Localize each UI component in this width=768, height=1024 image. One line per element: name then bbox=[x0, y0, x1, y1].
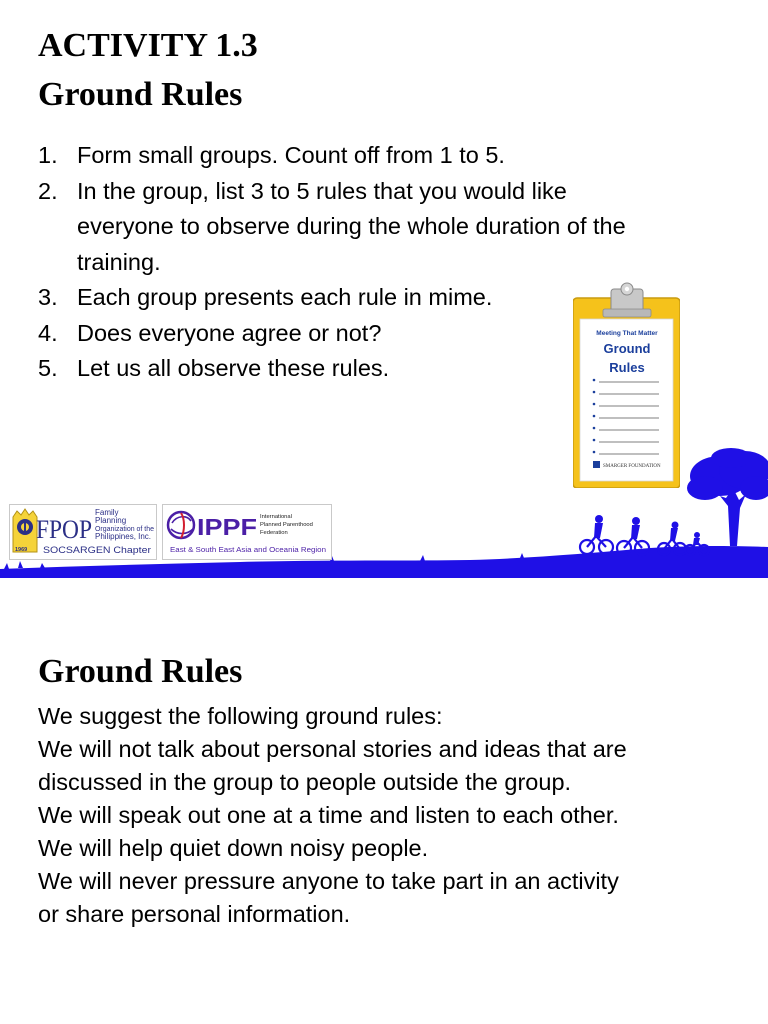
ippf-letters: IPPF bbox=[197, 514, 257, 540]
list-item-text: In the group, list 3 to 5 rules that you would like bbox=[77, 177, 567, 204]
fpop-line1: Family bbox=[95, 508, 119, 517]
fpop-line4: Philippines, Inc. bbox=[95, 532, 152, 541]
slide-title-activity: ACTIVITY 1.3 bbox=[38, 27, 258, 64]
ippf-line3: Federation bbox=[260, 530, 288, 536]
slide-title: Ground Rules bbox=[38, 653, 243, 690]
list-item-text: everyone to observe during the whole duration of the bbox=[77, 213, 626, 239]
text-line: We will never pressure anyone to take part in an activity bbox=[38, 868, 619, 894]
list-item-number: 2. bbox=[38, 177, 58, 204]
list-item-text: training. bbox=[77, 248, 161, 275]
text-line: We will help quiet down noisy people. bbox=[38, 835, 429, 861]
list-item bbox=[38, 138, 738, 174]
text-line: We suggest the following ground rules: bbox=[38, 703, 443, 729]
fpop-emblem-icon bbox=[13, 509, 37, 552]
fpop-logo bbox=[9, 504, 157, 560]
list-item-text: Let us all observe these rules. bbox=[77, 355, 390, 381]
list-item-text: Does everyone agree or not? bbox=[77, 319, 382, 346]
fpop-letters: FPOP bbox=[36, 515, 92, 544]
list-item-text: Form small groups. Count off from 1 to 5. bbox=[77, 142, 505, 168]
list-item-number: 4. bbox=[38, 319, 58, 346]
ippf-globe-icon bbox=[168, 512, 194, 538]
text-line: We will speak out one at a time and listen to each other. bbox=[38, 802, 619, 828]
text-line: We will not talk about personal stories and ideas that are bbox=[38, 736, 627, 762]
clipboard-footer: SMARGER FOUNDATION bbox=[603, 464, 661, 469]
list-item bbox=[38, 174, 738, 281]
ippf-logo bbox=[162, 504, 332, 560]
ippf-region: East & South East Asia and Oceania Region bbox=[170, 547, 327, 554]
clipboard-title-line2: Rules bbox=[609, 360, 645, 375]
text-line: or share personal information. bbox=[38, 901, 351, 927]
fpop-line2: Planning bbox=[95, 516, 127, 525]
ippf-line2: Planned Parenthood bbox=[260, 522, 313, 528]
slide-title-ground-rules: Ground Rules bbox=[38, 76, 243, 113]
fpop-line3: Organization of the bbox=[95, 524, 155, 533]
list-item-number: 1. bbox=[38, 142, 58, 168]
clipboard-subtitle: Meeting That Matter bbox=[596, 330, 658, 337]
list-item-number: 3. bbox=[38, 284, 58, 310]
fpop-chapter: SOCSARGEN Chapter bbox=[43, 545, 152, 555]
list-item-number: 5. bbox=[38, 355, 58, 381]
ground-rules-text bbox=[38, 700, 738, 931]
list-item-text: Each group presents each rule in mime. bbox=[77, 284, 493, 310]
text-line: discussed in the group to people outside the group. bbox=[38, 769, 572, 795]
fpop-year: 1969 bbox=[15, 547, 28, 553]
slide-ground-rules bbox=[0, 628, 768, 1024]
clipboard-title-line1: Ground bbox=[603, 341, 651, 356]
ippf-line1: International bbox=[260, 514, 292, 520]
tree-icon bbox=[687, 448, 768, 546]
